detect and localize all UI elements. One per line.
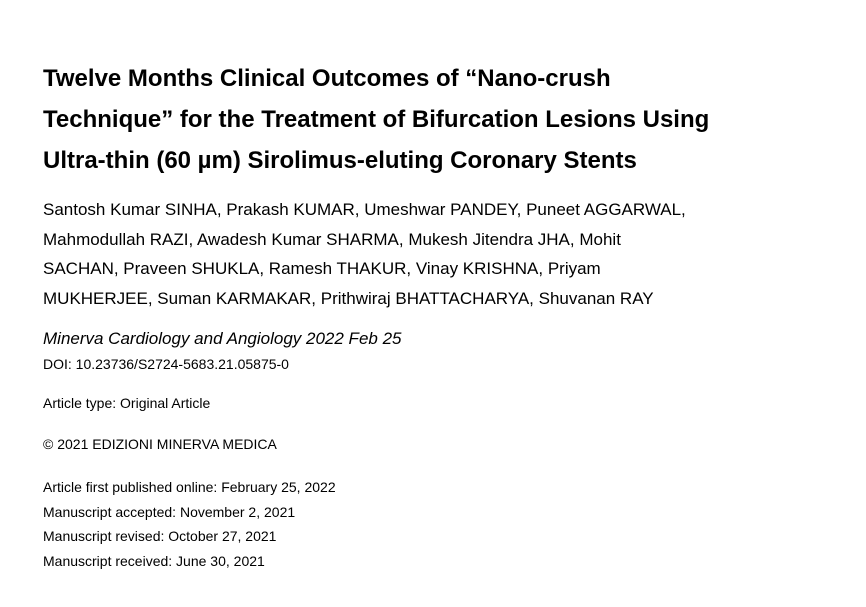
author-line-4: MUKHERJEE, Suman KARMAKAR, Prithwiraj BHATTACHARYA, Shuvanan RAY	[43, 288, 654, 308]
date-published-online: Article first published online: February 25, 2022	[43, 479, 336, 495]
title-line-1: Twelve Months Clinical Outcomes of “Nano-crush	[43, 65, 611, 92]
copyright-notice: © 2021 EDIZIONI MINERVA MEDICA	[43, 436, 277, 452]
author-line-3: SACHAN, Praveen SHUKLA, Ramesh THAKUR, Vinay KRISHNA, Priyam	[43, 259, 601, 278]
article-front-page	[43, 58, 843, 573]
date-received: Manuscript received: June 30, 2021	[43, 552, 265, 569]
publication-dates	[43, 475, 843, 573]
title-line-3: Ultra-thin (60 µm) Sirolimus-eluting Coronary Stents	[43, 147, 637, 174]
author-line-2: Mahmodullah RAZI, Awadesh Kumar SHARMA, Mukesh Jitendra JHA, Mohit	[43, 229, 621, 249]
author-list	[43, 195, 843, 313]
title-line-2: Technique” for the Treatment of Bifurcation Lesions Using	[43, 106, 710, 133]
date-accepted: Manuscript accepted: November 2, 2021	[43, 503, 296, 520]
article-type: Article type: Original Article	[43, 395, 211, 411]
doi: DOI: 10.23736/S2724-5683.21.05875-0	[43, 356, 289, 372]
date-revised: Manuscript revised: October 27, 2021	[43, 528, 277, 544]
author-line-1: Santosh Kumar SINHA, Prakash KUMAR, Umeshwar PANDEY, Puneet AGGARWAL,	[43, 200, 686, 219]
journal-citation: Minerva Cardiology and Angiology 2022 Feb 25	[43, 329, 402, 348]
article-title	[43, 58, 843, 181]
